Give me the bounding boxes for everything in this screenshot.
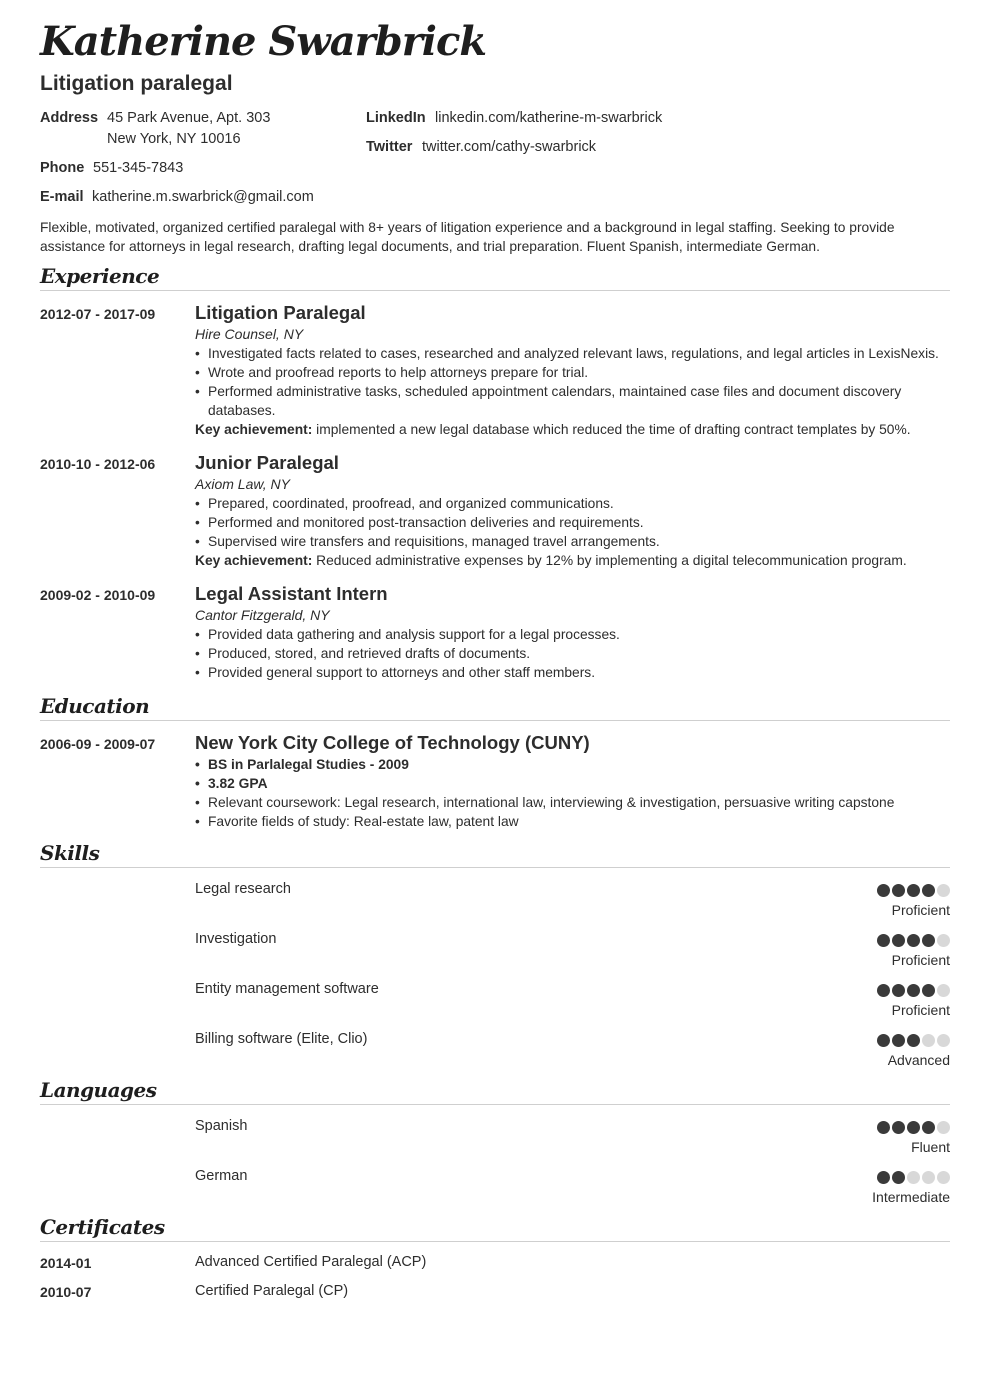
- rating-dot-empty: [937, 884, 950, 897]
- job-bullet: • Investigated facts related to cases, researched and analyzed relevant laws, regulations, and legal articles in LexisNexis.: [195, 344, 955, 363]
- skill-level: Proficient: [891, 952, 950, 968]
- job-dates: 2009-02 - 2010-09: [40, 587, 156, 603]
- certificate-date: 2010-07: [40, 1284, 92, 1300]
- rating-dot-filled: [907, 984, 920, 997]
- rating-dot-empty: [937, 1171, 950, 1184]
- job-company: Cantor Fitzgerald, NY: [195, 607, 330, 623]
- rating-dot-filled: [922, 984, 935, 997]
- linkedin-link[interactable]: linkedin.com/katherine-m-swarbrick: [435, 110, 663, 126]
- degree: • BS in Parlalegal Studies - 2009: [195, 755, 955, 774]
- achievement-text: Reduced administrative expenses by 12% by implementing a digital telecommunication program.: [316, 553, 907, 568]
- job-bullet: • Provided general support to attorneys and other staff members.: [195, 663, 955, 682]
- language-rating: [877, 1171, 950, 1184]
- twitter-link[interactable]: twitter.com/cathy-swarbrick: [422, 139, 597, 155]
- address-line1: 45 Park Avenue, Apt. 303: [107, 110, 271, 126]
- skill-name: Billing software (Elite, Clio): [195, 1031, 368, 1047]
- job-achievement: [195, 420, 955, 439]
- job-company: Hire Counsel, NY: [195, 326, 304, 342]
- summary-text: Flexible, motivated, organized certified paralegal with 8+ years of litigation experience and a background in legal staffing. Seeking to provide assistance for attorneys in legal research, drafting legal documents, and trial preparation. Fluent Spanish, intermediate German.: [40, 220, 895, 254]
- languages-heading: Languages: [40, 1078, 157, 1102]
- rating-dot-filled: [922, 1121, 935, 1134]
- rating-dot-filled: [877, 934, 890, 947]
- rating-dot-filled: [877, 884, 890, 897]
- job-bullets: [195, 494, 955, 551]
- job-bullet: • Prepared, coordinated, proofread, and organized communications.: [195, 494, 955, 513]
- gpa: • 3.82 GPA: [195, 774, 955, 793]
- language-level: Intermediate: [872, 1189, 950, 1205]
- job-dates: 2010-10 - 2012-06: [40, 456, 156, 472]
- rating-dot-filled: [892, 1121, 905, 1134]
- rating-dot-filled: [892, 984, 905, 997]
- skills-divider: [40, 867, 950, 868]
- skill-name: Investigation: [195, 931, 277, 947]
- job-title: Litigation Paralegal: [195, 302, 366, 323]
- rating-dot-filled: [907, 1034, 920, 1047]
- twitter-label: Twitter: [366, 139, 413, 155]
- certificates-divider: [40, 1241, 950, 1242]
- job-bullets: [195, 344, 955, 420]
- experience-heading: Experience: [40, 264, 160, 288]
- job-entry: [195, 451, 955, 570]
- education-heading: Education: [40, 694, 150, 718]
- skill-level: Proficient: [891, 1002, 950, 1018]
- candidate-name: Katherine Swarbrick: [40, 18, 487, 65]
- job-bullet: • Provided data gathering and analysis support for a legal processes.: [195, 625, 955, 644]
- phone-value[interactable]: 551-345-7843: [93, 160, 184, 176]
- rating-dot-empty: [907, 1171, 920, 1184]
- linkedin-label: LinkedIn: [366, 110, 426, 126]
- rating-dot-filled: [892, 884, 905, 897]
- skill-rating: [877, 884, 950, 897]
- email-link[interactable]: katherine.m.swarbrick@gmail.com: [92, 189, 314, 205]
- certificate-name: Advanced Certified Paralegal (ACP): [195, 1254, 427, 1270]
- rating-dot-filled: [877, 1121, 890, 1134]
- skill-name: Legal research: [195, 881, 291, 897]
- education-bullets: [195, 755, 955, 831]
- language-name: German: [195, 1168, 248, 1184]
- rating-dot-filled: [907, 934, 920, 947]
- rating-dot-empty: [937, 1121, 950, 1134]
- rating-dot-filled: [922, 884, 935, 897]
- rating-dot-filled: [907, 884, 920, 897]
- skill-rating: [877, 934, 950, 947]
- rating-dot-filled: [907, 1121, 920, 1134]
- rating-dot-filled: [877, 984, 890, 997]
- address-label: Address: [40, 110, 99, 126]
- achievement-label: Key achievement:: [195, 553, 313, 568]
- rating-dot-filled: [922, 934, 935, 947]
- rating-dot-filled: [892, 934, 905, 947]
- skill-level: Advanced: [887, 1052, 950, 1068]
- education-dates: 2006-09 - 2009-07: [40, 736, 156, 752]
- certificates-heading: Certificates: [40, 1215, 165, 1239]
- skill-rating: [877, 1034, 950, 1047]
- skills-heading: Skills: [40, 841, 100, 865]
- job-bullet: • Supervised wire transfers and requisitions, managed travel arrangements.: [195, 532, 955, 551]
- job-entry: [195, 582, 955, 682]
- rating-dot-empty: [937, 984, 950, 997]
- education-divider: [40, 720, 950, 721]
- job-bullet: • Produced, stored, and retrieved drafts of documents.: [195, 644, 955, 663]
- rating-dot-empty: [922, 1171, 935, 1184]
- certificate-name: Certified Paralegal (CP): [195, 1283, 349, 1299]
- rating-dot-filled: [877, 1171, 890, 1184]
- job-bullet: • Wrote and proofread reports to help attorneys prepare for trial.: [195, 363, 955, 382]
- rating-dot-filled: [892, 1171, 905, 1184]
- phone-label: Phone: [40, 160, 85, 176]
- rating-dot-filled: [892, 1034, 905, 1047]
- achievement-label: Key achievement:: [195, 422, 313, 437]
- language-name: Spanish: [195, 1118, 248, 1134]
- job-bullets: [195, 625, 955, 682]
- skill-name: Entity management software: [195, 981, 379, 997]
- email-label: E-mail: [40, 189, 84, 205]
- languages-divider: [40, 1104, 950, 1105]
- experience-divider: [40, 290, 950, 291]
- education-bullet: • Favorite fields of study: Real-estate law, patent law: [195, 812, 955, 831]
- job-bullet: • Performed and monitored post-transaction deliveries and requirements.: [195, 513, 955, 532]
- school-name: New York City College of Technology (CUNY): [195, 732, 590, 753]
- language-rating: [877, 1121, 950, 1134]
- rating-dot-empty: [937, 934, 950, 947]
- job-title: Junior Paralegal: [195, 452, 339, 473]
- job-dates: 2012-07 - 2017-09: [40, 306, 156, 322]
- address-line2: New York, NY 10016: [107, 131, 241, 147]
- certificate-date: 2014-01: [40, 1255, 92, 1271]
- achievement-text: implemented a new legal database which reduced the time of drafting contract templates by 50%.: [316, 422, 911, 437]
- education-entry: [195, 731, 955, 831]
- skill-level: Proficient: [891, 902, 950, 918]
- language-level: Fluent: [911, 1139, 950, 1155]
- candidate-title: Litigation paralegal: [40, 72, 233, 95]
- job-achievement: [195, 551, 955, 570]
- education-bullet: • Relevant coursework: Legal research, international law, interviewing & investigation, persuasive writing capstone: [195, 793, 955, 812]
- job-title: Legal Assistant Intern: [195, 583, 388, 604]
- job-entry: [195, 301, 955, 439]
- job-company: Axiom Law, NY: [195, 476, 290, 492]
- rating-dot-empty: [922, 1034, 935, 1047]
- rating-dot-filled: [877, 1034, 890, 1047]
- rating-dot-empty: [937, 1034, 950, 1047]
- job-bullet: • Performed administrative tasks, scheduled appointment calendars, maintained case files and document discovery databases.: [195, 382, 955, 420]
- skill-rating: [877, 984, 950, 997]
